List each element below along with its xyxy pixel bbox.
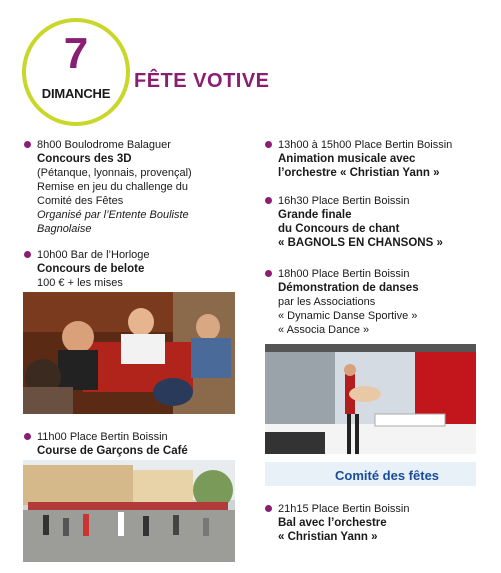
event-name: « BAGNOLS EN CHANSONS » [278,237,443,249]
bullet-dot [265,197,272,204]
event-course-garcons [37,430,247,458]
event-bal [278,502,493,544]
event-time: 11h00 Place Bertin Boissin [37,431,168,443]
event-time: 18h00 Place Bertin Boissin [278,268,410,280]
event-time: 21h15 Place Bertin Boissin [278,503,410,515]
event-detail: par les Associations [278,296,376,308]
event-organizer: Organisé par l’Entente Bouliste [37,209,189,221]
event-name: Démonstration de danses [278,282,419,294]
event-detail: Remise en jeu du challenge du [37,181,189,193]
event-time: 16h30 Place Bertin Boissin [278,195,410,207]
event-name: Course de Garçons de Café [37,445,188,457]
event-grande-finale [278,194,493,250]
event-name: Concours de belote [37,263,145,275]
bullet-dot [24,433,31,440]
event-detail: « Associa Dance » [278,324,370,336]
event-name: Concours des 3D [37,153,132,165]
event-time: 8h00 Boulodrome Balaguer [37,139,171,151]
event-belote [37,248,247,290]
event-detail: (Pétanque, lyonnais, provençal) [37,167,192,179]
event-animation-musicale [278,138,493,180]
bullet-dot [265,141,272,148]
event-demonstration-danses [278,267,493,337]
event-time: 13h00 à 15h00 Place Bertin Boissin [278,139,453,151]
event-name: Animation musicale avec [278,153,416,165]
course-photo [23,460,235,562]
event-concours-3d [37,138,247,236]
bullet-dot [265,505,272,512]
stage-banner-text: Comité des fêtes [335,468,440,483]
belote-photo [23,292,235,414]
page-title: FÊTE VOTIVE [134,70,270,92]
event-name: l’orchestre « Christian Yann » [278,167,440,179]
event-name: du Concours de chant [278,223,400,235]
bullet-dot [24,251,31,258]
day-number: 7 [63,29,89,78]
event-organizer: Bagnolaise [37,223,92,235]
date-badge [22,18,130,126]
event-detail: Comité des Fêtes [37,195,124,207]
dance-photo [265,344,476,486]
day-name: DIMANCHE [41,86,111,101]
event-time: 10h00 Bar de l’Horloge [37,249,150,261]
event-detail: 100 € + les mises [37,277,123,289]
event-name: Bal avec l’orchestre [278,517,387,529]
bullet-dot [265,270,272,277]
event-name: « Christian Yann » [278,531,378,543]
event-name: Grande finale [278,209,352,221]
event-detail: « Dynamic Danse Sportive » [278,310,418,322]
bullet-dot [24,141,31,148]
